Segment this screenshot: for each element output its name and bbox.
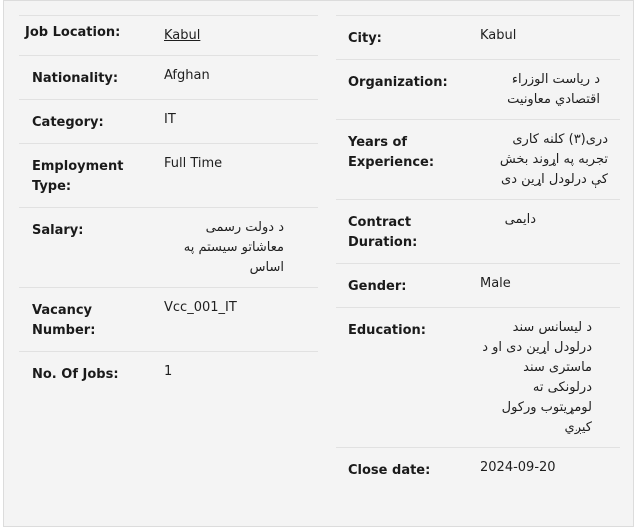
vacancy-number-value: Vcc_001_IT bbox=[164, 300, 237, 315]
organization-value: د ریاست الوزراء اقتصادي معاونیت bbox=[507, 72, 600, 107]
organization-row bbox=[336, 59, 620, 119]
job-details-panel bbox=[3, 0, 634, 527]
gender-label: Gender: bbox=[348, 279, 407, 294]
salary-value: د دولت رسمی معاشاتو سیستم په اساس bbox=[183, 220, 284, 275]
employment-type-row bbox=[19, 143, 318, 207]
no-of-jobs-row bbox=[19, 351, 318, 395]
employment-type-value: Full Time bbox=[164, 156, 223, 171]
years-experience-label: Years of Experience: bbox=[348, 135, 435, 170]
years-experience-row bbox=[336, 119, 620, 199]
gender-row bbox=[336, 263, 620, 307]
education-row bbox=[336, 307, 620, 447]
contract-duration-row bbox=[336, 199, 620, 263]
organization-label: Organization: bbox=[348, 75, 448, 90]
vacancy-number-label: Vacancy Number: bbox=[32, 303, 96, 338]
no-of-jobs-label: No. Of Jobs: bbox=[32, 367, 119, 382]
category-row bbox=[19, 99, 318, 143]
education-label: Education: bbox=[348, 323, 426, 338]
years-experience-value: دری(۳) کلنه کاری تجربه په اړوند بخش کې درلودل اړین دی bbox=[499, 132, 608, 187]
nationality-label: Nationality: bbox=[32, 71, 119, 86]
education-value: د لیسانس سند درلودل اړین دی او د ماستری سند درلونکی ته لومړیتوب ورکول کیږي bbox=[482, 320, 592, 435]
close-date-label: Close date: bbox=[348, 463, 431, 478]
city-label: City: bbox=[348, 31, 382, 46]
city-row bbox=[336, 15, 620, 59]
category-value: IT bbox=[164, 112, 176, 127]
gender-value: Male bbox=[480, 276, 511, 291]
employment-type-label: Employment Type: bbox=[32, 159, 124, 194]
contract-duration-label: Contract Duration: bbox=[348, 215, 418, 250]
vacancy-number-row bbox=[19, 287, 318, 351]
job-location-row bbox=[19, 15, 318, 55]
job-location-link[interactable]: Kabul bbox=[164, 28, 201, 43]
nationality-value: Afghan bbox=[164, 68, 210, 83]
nationality-row bbox=[19, 55, 318, 99]
city-value: Kabul bbox=[480, 28, 517, 43]
no-of-jobs-value: 1 bbox=[164, 364, 173, 379]
close-date-value: 2024-09-20 bbox=[480, 460, 556, 475]
category-label: Category: bbox=[32, 115, 104, 130]
job-location-label: Job Location: bbox=[25, 25, 121, 40]
close-date-row bbox=[336, 447, 620, 491]
contract-duration-value: دایمی bbox=[504, 212, 536, 227]
salary-label: Salary: bbox=[32, 223, 84, 238]
salary-row bbox=[19, 207, 318, 287]
